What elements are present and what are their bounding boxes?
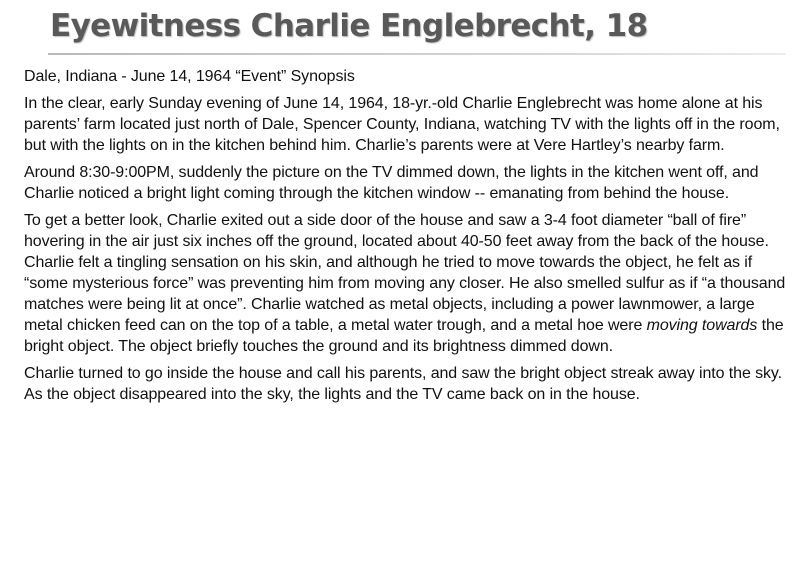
slide-subtitle: Dale, Indiana - June 14, 1964 “Event” Synopsis	[24, 68, 355, 85]
paragraph-ball-of-fire-text-after: the bright object. The object briefly touches the ground and its brightness dimmed down.	[24, 317, 784, 355]
paragraph-ball-of-fire	[24, 210, 796, 357]
paragraph-setting: In the clear, early Sunday evening of June 14, 1964, 18-yr.-old Charlie Englebrecht was home alone at his parents’ farm located just north of Dale, Spencer County, Indiana, watching TV with the lights off in the room, but with the lights on in the kitchen behind him. Charlie’s parents were at Vere Hartley’s nearby farm.	[24, 95, 780, 154]
paragraph-ball-of-fire-text: To get a better look, Charlie exited out a side door of the house and saw a 3-4 foot diameter “ball of fire” hovering in the air just six inches off the ground, located about 40-50 feet away from the back of the house. Charlie felt a tingling sensation on his skin, and although he tried to move towards the object, he felt as if “some mysterious force” was preventing him from moving any closer. He also smelled sulfur as if “a thousand matches were being lit at once”. Charlie watched as metal objects, including a power lawnmower, a large metal chicken feed can on the top of a table, a metal water trough, and a metal hoe were	[24, 212, 786, 334]
slide-body	[24, 66, 796, 411]
slide-title: Eyewitness Charlie Englebrecht, 18	[50, 8, 648, 44]
emphasis-moving-towards: moving towards	[646, 317, 758, 334]
paragraph-departure: Charlie turned to go inside the house and call his parents, and saw the bright object streak away into the sky. As the object disappeared into the sky, the lights and the TV came back on in the house.	[24, 365, 782, 403]
title-divider	[48, 53, 786, 55]
paragraph-light-event: Around 8:30-9:00PM, suddenly the picture on the TV dimmed down, the lights in the kitchen went off, and Charlie noticed a bright light coming through the kitchen window -- emanating from behind the house.	[24, 164, 759, 202]
